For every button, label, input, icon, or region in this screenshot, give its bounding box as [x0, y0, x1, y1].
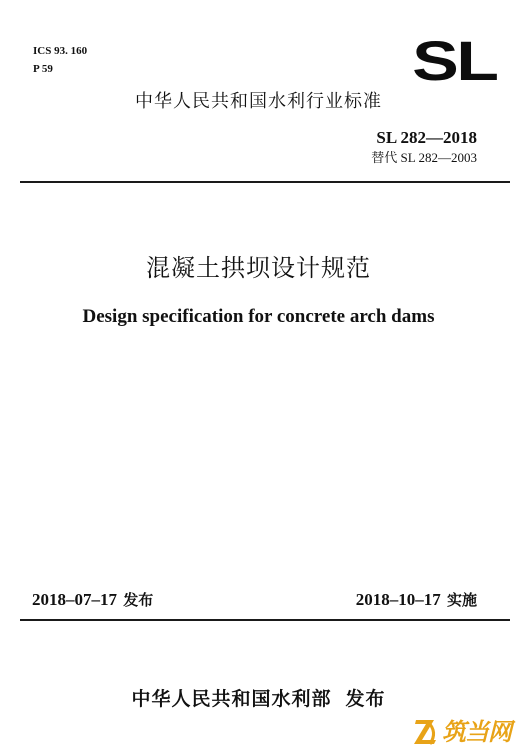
publisher — [0, 687, 517, 711]
ics-code: ICS 93. 160 — [33, 45, 88, 57]
implementation-date — [356, 589, 477, 611]
zhudang-logo-icon — [412, 716, 440, 748]
issue-date-value: 2018–07–17 — [32, 590, 117, 609]
bottom-divider — [20, 619, 510, 621]
top-divider — [20, 181, 510, 183]
standard-organization: 中华人民共和国水利行业标准 — [135, 91, 382, 112]
publisher-name: 中华人民共和国水利部 — [131, 688, 332, 710]
implementation-date-value: 2018–10–17 — [355, 590, 441, 609]
watermark — [412, 714, 511, 750]
watermark-text: 筑当网 — [442, 718, 511, 746]
title-chinese: 混凝土拱坝设计规范 — [146, 254, 371, 282]
title-english: Design specification for concrete arch dams — [82, 306, 435, 327]
replaces-standard: 替代 SL 282—2003 — [371, 150, 477, 165]
implementation-label: 实施 — [446, 591, 477, 609]
issue-label: 发布 — [123, 591, 154, 609]
standard-code: SL 282—2018 — [376, 128, 477, 147]
sl-logo: SL — [412, 29, 497, 92]
issue-date — [32, 589, 153, 611]
ccs-code: P 59 — [33, 63, 53, 75]
publish-label: 发布 — [345, 688, 386, 710]
